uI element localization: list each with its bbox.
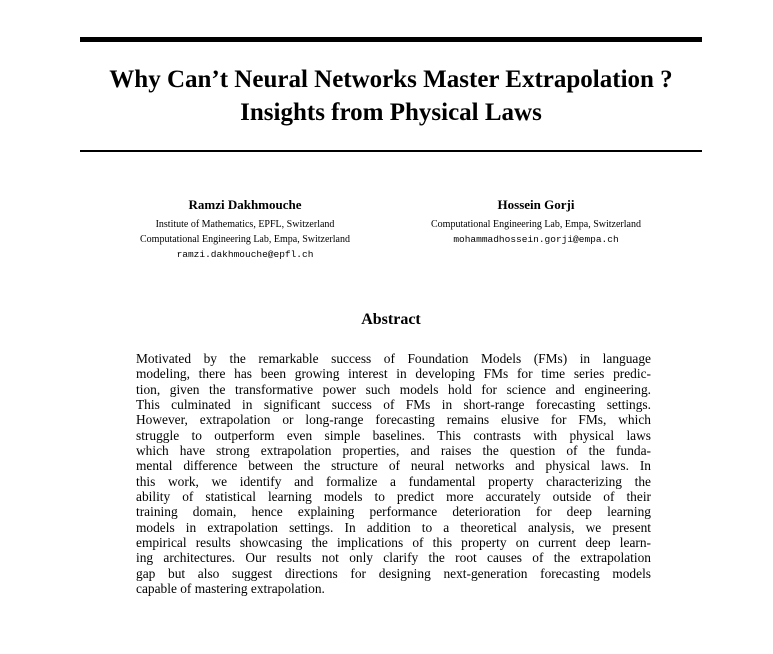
abstract-line: models in extrapolation settings. In addition to a theoretical analysis, we present xyxy=(136,519,651,535)
bottom-rule xyxy=(80,150,702,152)
abstract-line: gap but also suggest directions for designing next-generation forecasting models xyxy=(136,565,651,581)
abstract-line: training domain, hence explaining performance deterioration for deep learning xyxy=(136,504,651,520)
author-affiliation: Computational Engineering Lab, Empa, Switzerland xyxy=(431,219,641,230)
abstract-line: which have strong extrapolation properties, and raises the question of the funda- xyxy=(136,443,651,459)
author-name: Ramzi Dakhmouche xyxy=(188,197,302,212)
author-affiliation: Institute of Mathematics, EPFL, Switzerland xyxy=(155,219,335,230)
abstract-line: struggle to outperform even simple baselines. This contrasts with physical laws xyxy=(136,427,651,443)
abstract-line: mental difference between the structure of neural networks and physical laws. In xyxy=(136,458,651,474)
abstract-line: this work, we identify and formalize a fundamental property characterizing the xyxy=(136,473,651,489)
author-name: Hossein Gorji xyxy=(497,197,575,212)
abstract-line: ing architectures. Our results not only clarify the root causes of the extrapolation xyxy=(136,550,651,566)
abstract-body xyxy=(136,351,651,597)
author-email[interactable]: ramzi.dakhmouche@epfl.ch xyxy=(176,249,314,260)
author-email[interactable]: mohammadhossein.gorji@empa.ch xyxy=(453,234,619,245)
author-affiliation: Computational Engineering Lab, Empa, Switzerland xyxy=(140,234,350,245)
abstract-line: tion, given the transformative power such models hold for science and engineering. xyxy=(136,381,651,397)
abstract-line: capable of mastering extrapolation. xyxy=(136,581,325,597)
abstract-line: This culminated in significant success of FMs in short-range forecasting settings. xyxy=(136,397,651,413)
top-rule xyxy=(80,37,702,42)
abstract-line: ability of statistical learning models to predict more accurately outside of their xyxy=(136,489,651,505)
abstract-heading: Abstract xyxy=(361,311,421,328)
title-line-1: Why Can’t Neural Networks Master Extrapolation ? xyxy=(109,66,673,93)
abstract-line: modeling, there has been growing interest in developing FMs for time series predic- xyxy=(136,366,651,382)
author-block-2 xyxy=(405,196,667,247)
abstract-line: Motivated by the remarkable success of Foundation Models (FMs) in language xyxy=(136,351,651,366)
abstract-line: empirical results showcasing the implications of this property on current deep learn- xyxy=(136,535,651,551)
author-block-1 xyxy=(115,196,375,262)
paper-title xyxy=(80,63,702,129)
title-line-2: Insights from Physical Laws xyxy=(240,99,542,126)
abstract-line: However, extrapolation or long-range forecasting remains elusive for FMs, which xyxy=(136,412,651,428)
